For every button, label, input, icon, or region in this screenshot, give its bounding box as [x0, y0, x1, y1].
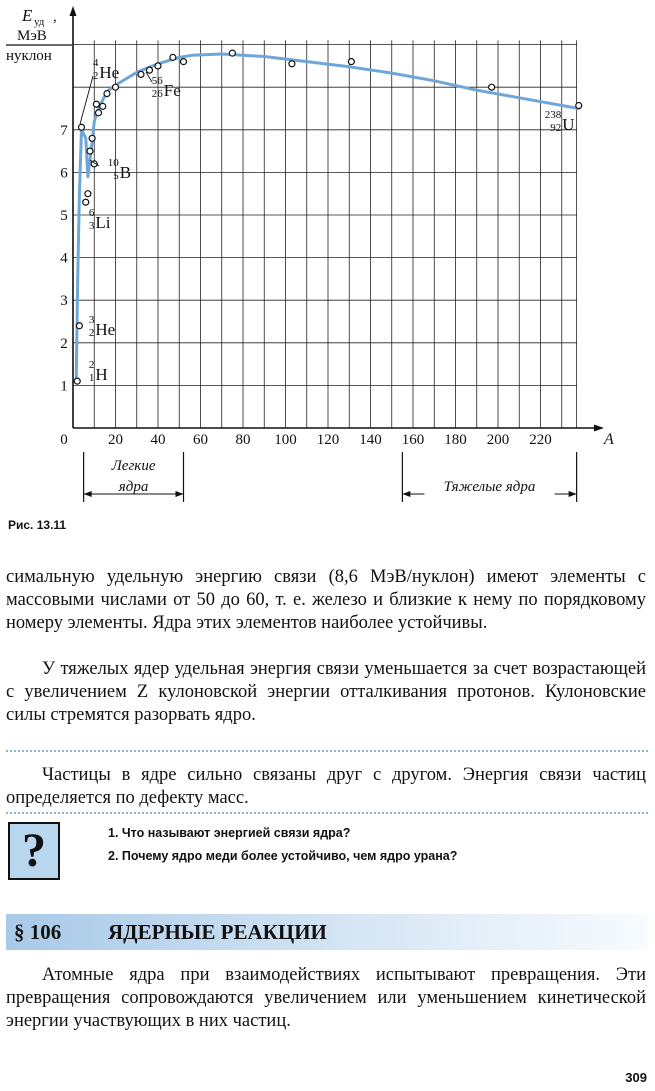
range-arrow-head — [176, 491, 184, 497]
data-point — [83, 199, 89, 205]
data-point — [87, 148, 93, 154]
nuclide-leader-line — [80, 76, 93, 124]
data-point — [138, 71, 144, 77]
x-tick-label: 220 — [529, 432, 552, 448]
data-point — [96, 110, 102, 116]
y-tick-label: 6 — [60, 165, 68, 182]
y-axis-label-suffix: , — [53, 9, 57, 25]
question-list — [108, 822, 457, 868]
nuclide-symbol: Li — [95, 213, 111, 232]
question-mark-icon: ? — [8, 822, 60, 880]
question-item: 1. Что называют энергией связи ядра? — [108, 826, 351, 840]
x-tick-label: 0 — [60, 432, 68, 448]
y-axis-label-denominator: нуклон — [6, 48, 52, 64]
data-point — [489, 84, 495, 90]
y-axis-label-sub: уд — [34, 16, 45, 28]
nuclide-label — [89, 207, 111, 232]
binding-energy-chart — [0, 0, 655, 512]
nuclide-mass-number: 238 — [544, 109, 562, 121]
question-item: 2. Почему ядро меди более устойчиво, чем ядро урана? — [108, 849, 458, 863]
nuclide-charge-number: 5 — [113, 170, 119, 182]
y-tick-label: 5 — [60, 208, 68, 224]
data-point — [155, 63, 161, 69]
nuclide-charge-number: 92 — [550, 122, 562, 134]
data-point — [147, 67, 153, 73]
section-title: ЯДЕРНЫЕ РЕАКЦИИ — [108, 920, 327, 944]
nuclide-symbol: He — [99, 63, 120, 82]
y-axis-label-numerator: МэВ — [17, 28, 47, 44]
divider-top — [6, 750, 648, 752]
paragraph-1: симальную удельную энергию связи (8,6 МэВ/нуклон) имеют элементы с массовыми числами от 50 до 60, т. е. железо и близкие к нему по порядковому номеру элементы. Ядра этих элементов наиболее устойчивы. — [6, 567, 646, 633]
y-axis-label — [6, 6, 72, 64]
nuclide-charge-number: 2 — [88, 327, 95, 339]
data-point — [89, 135, 95, 141]
x-tick-label: 60 — [193, 432, 208, 448]
x-tick-label: 140 — [359, 432, 382, 448]
nuclide-mass-number: 56 — [151, 75, 163, 87]
nuclide-symbol: B — [119, 163, 132, 182]
range-label: Тяжелые ядра — [443, 479, 536, 495]
data-point — [181, 59, 187, 65]
x-tick-label: 80 — [235, 432, 251, 448]
nuclide-labels — [80, 57, 574, 384]
y-tick-label: 2 — [60, 335, 68, 352]
section-paragraph: Атомные ядра при взаимодействиях испытывают превращения. Эти превращения сопровождаются увеличением или уменьшением кинетической энергии участвующих в них частиц. — [6, 965, 646, 1031]
nuclide-charge-number: 3 — [88, 220, 95, 232]
section-header-bar — [6, 914, 648, 950]
nuclide-symbol: Fe — [163, 81, 181, 100]
nucleus-ranges — [84, 452, 577, 502]
x-axis-arrow — [594, 425, 604, 432]
nuclide-label — [545, 109, 575, 134]
range-arrow-head — [402, 491, 410, 497]
nuclide-label — [89, 314, 115, 339]
data-point — [229, 50, 235, 56]
data-point — [85, 191, 91, 197]
range-arrow-head — [84, 491, 92, 497]
data-point — [93, 101, 99, 107]
data-point — [289, 61, 295, 67]
nuclide-label — [89, 359, 108, 384]
nuclide-mass-number: 2 — [88, 359, 95, 371]
nuclide-mass-number: 4 — [92, 57, 99, 69]
y-axis-label-symbol: E — [22, 6, 33, 25]
nuclide-charge-number: 26 — [151, 88, 163, 100]
x-tick-label: 20 — [108, 432, 123, 448]
range-bracket — [402, 452, 576, 502]
y-tick-label: 4 — [60, 250, 68, 267]
x-tick-label: 160 — [401, 432, 425, 448]
range-arrow-head — [569, 491, 577, 497]
nuclide-charge-number: 2 — [92, 70, 99, 82]
y-axis-arrow — [70, 6, 77, 16]
nuclide-charge-number: 1 — [88, 372, 95, 384]
data-point — [100, 103, 106, 109]
nuclide-mass-number: 3 — [88, 314, 95, 326]
data-point — [348, 59, 354, 65]
data-point — [576, 103, 582, 109]
nuclide-symbol: H — [95, 365, 108, 384]
y-tick-label: 3 — [60, 293, 68, 310]
nuclide-symbol: He — [95, 320, 116, 339]
data-point — [79, 124, 85, 130]
paragraph-2: У тяжелых ядер удельная энергия связи уменьшается за счет возрастающей с увеличением Z кулоновской энергии отталкивания протонов. Кулоновские силы стремятся разорвать ядро. — [6, 659, 646, 725]
range-bracket — [84, 452, 184, 502]
nuclide-mass-number: 6 — [88, 207, 95, 219]
page-number: 309 — [625, 1070, 647, 1085]
data-point — [170, 54, 176, 60]
section-number: § 106 — [14, 920, 62, 944]
x-tick-label: 40 — [150, 432, 166, 448]
figure-caption: Рис. 13.11 — [8, 518, 67, 532]
x-tick-label: 200 — [486, 432, 510, 448]
data-point — [104, 91, 110, 97]
nuclide-label — [90, 157, 131, 182]
divider-bottom — [6, 812, 648, 814]
x-axis-label: A — [604, 431, 614, 448]
x-tick-label: 180 — [444, 432, 467, 448]
y-tick-labels — [60, 123, 68, 395]
x-tick-label: 100 — [274, 432, 297, 448]
nuclide-symbol: U — [562, 115, 575, 134]
summary-text: Частицы в ядре сильно связаны друг с другом. Энергия связи частиц определяется по дефекту масс. — [6, 765, 646, 808]
x-tick-label: 120 — [316, 432, 340, 448]
x-tick-labels — [60, 432, 552, 448]
nuclide-mass-number: 10 — [107, 157, 119, 169]
nuclide-label — [146, 72, 181, 100]
binding-energy-curve — [76, 54, 579, 381]
y-tick-label: 1 — [60, 378, 68, 395]
range-label: Легкие — [111, 458, 156, 474]
data-point — [74, 378, 80, 384]
y-tick-label: 7 — [60, 122, 68, 139]
data-point — [113, 84, 119, 90]
range-label: ядра — [118, 479, 149, 495]
chart-grid — [73, 40, 577, 428]
data-point — [76, 323, 82, 329]
